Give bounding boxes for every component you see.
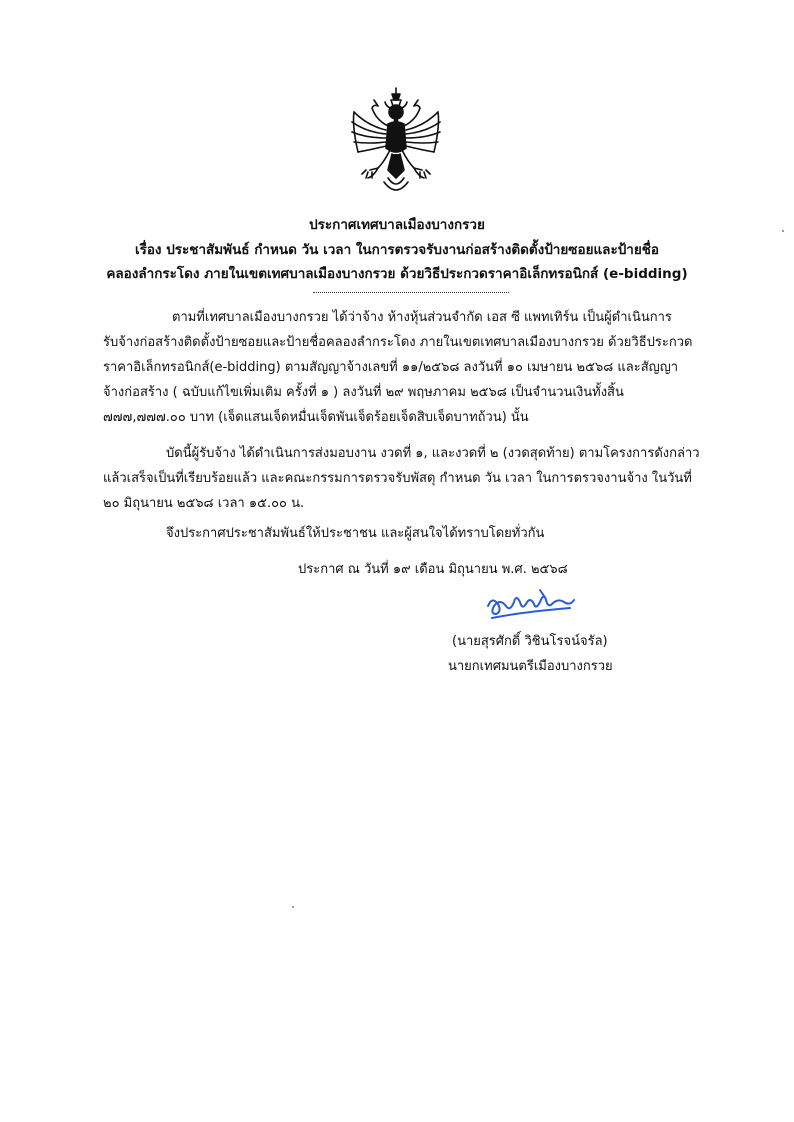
paragraph-2-line-1: บัดนี้ผู้รับจ้าง ได้ดำเนินการส่งมอบงาน งวดที่ ๑, และงวดที่ ๒ (งวดสุดท้าย) ตามโครงการดังกล่าว [166, 446, 700, 461]
subject-line-2: คลองลำกระโดง ภายในเขตเทศบาลเมืองบางกรวย ด้วยวิธีประกวดราคาอิเล็กทรอนิกส์ (e-bidding) [106, 266, 688, 282]
separator-dotted-line [313, 292, 509, 293]
paragraph-2-line-2: แล้วเสร็จเป็นที่เรียบร้อยแล้ว และคณะกรรมการตรวจรับพัสดุ กำหนด วัน เวลา ในการตรวจงานจ้าง ในวันที่ [103, 471, 692, 486]
signatory-title: นายกเทศมนตรีเมืองบางกรวย [448, 659, 613, 674]
paragraph-2-line-3: ๒๐ มิถุนายน ๒๕๖๘ เวลา ๑๕.๐๐ น. [103, 496, 305, 511]
issuer-heading: ประกาศเทศบาลเมืองบางกรวย [309, 217, 485, 233]
paragraph-1-line-2: รับจ้างก่อสร้างติดตั้งป้ายซอยและป้ายชื่อคลองลำกระโดง ภายในเขตเทศบาลเมืองบางกรวย ด้วยวิธีประกวด [103, 335, 693, 350]
signatory-name: (นายสุรศักดิ์ วิชินโรจน์จรัล) [452, 634, 608, 649]
subject-line-1: เรื่อง ประชาสัมพันธ์ กำหนด วัน เวลา ในการตรวจรับงานก่อสร้างติดตั้งป้ายซอยและป้ายชื่อ [134, 242, 660, 258]
paragraph-1-line-5: ๗๗๗,๗๗๗.๐๐ บาท (เจ็ดแสนเจ็ดหมื่นเจ็ดพันเจ็ดร้อยเจ็ดสิบเจ็ดบาทถ้วน) นั้น [103, 410, 529, 425]
signature-icon [482, 584, 578, 624]
paragraph-3: จึงประกาศประชาสัมพันธ์ให้ประชาชน และผู้สนใจได้ทราบโดยทั่วกัน [166, 526, 545, 541]
scan-speck [292, 906, 294, 908]
paragraph-1-line-4: จ้างก่อสร้าง ( ฉบับแก้ไขเพิ่มเติม ครั้งที่ ๑ ) ลงวันที่ ๒๙ พฤษภาคม ๒๕๖๘ เป็นจำนวนเงินทั้งสิ้น [103, 385, 624, 400]
scan-speck [782, 230, 784, 232]
announcement-date: ประกาศ ณ วันที่ ๑๙ เดือน มิถุนายน พ.ศ. ๒๕๖๘ [298, 562, 568, 577]
paragraph-1-line-3: ราคาอิเล็กทรอนิกส์(e-bidding) ตามสัญญาจ้างเลขที่ ๑๑/๒๕๖๘ ลงวันที่ ๑๐ เมษายน ๒๕๖๘ และสัญญา [103, 360, 679, 375]
paragraph-1-line-1: ตามที่เทศบาลเมืองบางกรวย ได้ว่าจ้าง ห้างหุ้นส่วนจำกัด เอส ซี แพทเทิร์น เป็นผู้ดำเนินการ [172, 310, 672, 325]
garuda-emblem-icon [348, 86, 444, 198]
